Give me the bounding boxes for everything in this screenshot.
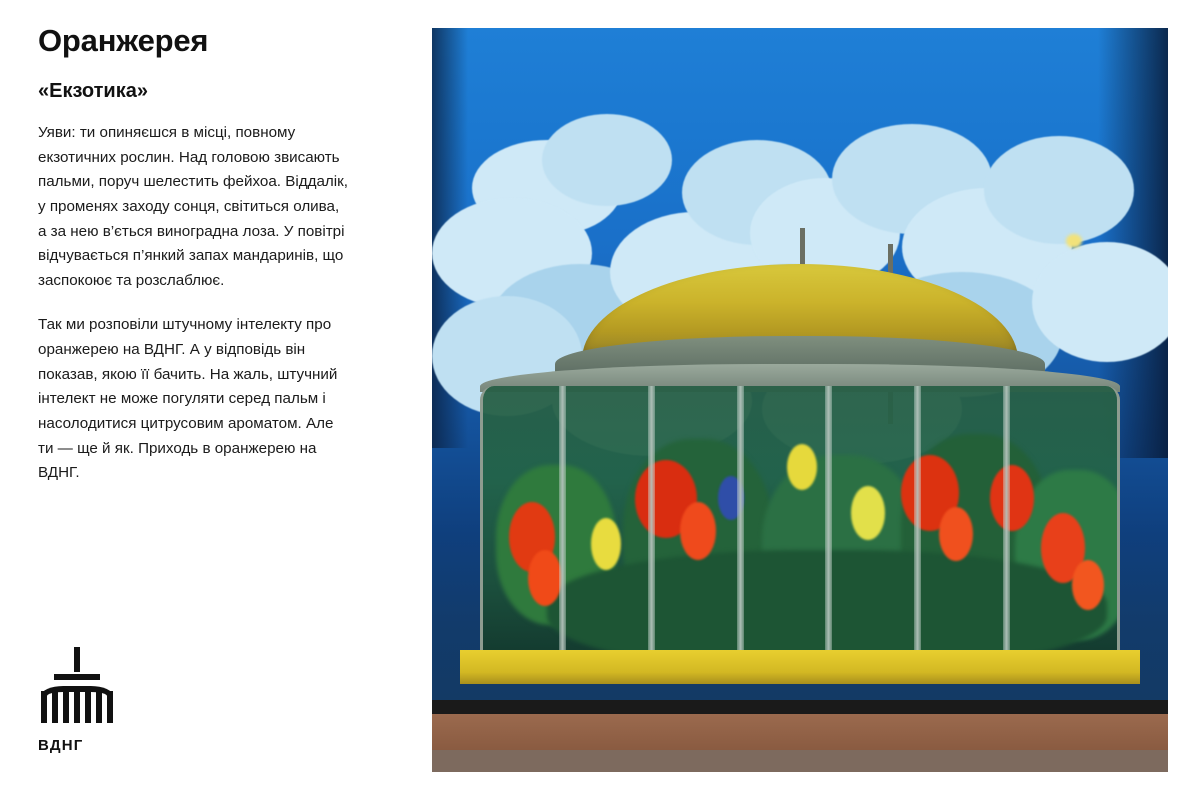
- cloud-shape: [542, 114, 672, 206]
- brand-logo: [30, 647, 150, 754]
- logo-columns-shape: [41, 691, 113, 723]
- greenhouse-structure: [460, 264, 1140, 684]
- greenhouse-yellow-base: [460, 650, 1140, 684]
- logo-caption: ВДНГ: [38, 737, 84, 754]
- body-paragraph-1: Уяви: ти опиняєшся в місці, повному екзотичних рослин. Над головою звисають пальми, поруч шелестить фейхоа. Віддалік, у променях заходу сонця, світиться олива, а за нею в’ється виноградна лоза. У повітрі відчувається п’янкий запах мандаринів, що заспокоює та розслаблює.: [38, 124, 348, 289]
- flower-cluster: [528, 550, 562, 606]
- vdng-logo-icon: [36, 647, 118, 725]
- glass-mullion: [914, 386, 921, 650]
- cloud-shape: [984, 136, 1134, 244]
- ground-dark-strip: [432, 700, 1168, 714]
- page-title: Оранжерея: [38, 23, 209, 58]
- logo-stem-shape: [74, 647, 80, 672]
- logo-cap-shape: [54, 674, 100, 680]
- greenhouse-glass-body: [480, 386, 1119, 650]
- flower-cluster: [680, 502, 716, 560]
- flower-cluster: [990, 465, 1034, 531]
- page-subtitle: «Екзотика»: [38, 80, 148, 103]
- ground-brick-strip: [432, 714, 1168, 750]
- body-paragraph-2: Так ми розповіли штучному інтелекту про оранжерею на ВДНГ. А у відповідь він показав, якою її бачить. На жаль, штучний інтелект не може погуляти серед пальм і насолодитися цитрусовим ароматом. Але ти — ще й як. Приходь в оранжерею на ВДНГ.: [38, 316, 338, 482]
- flower-cluster: [851, 486, 885, 540]
- glass-mullion: [559, 386, 566, 650]
- flower-cluster: [591, 518, 621, 570]
- glass-mullion: [825, 386, 832, 650]
- glass-mullion: [648, 386, 655, 650]
- greenhouse-illustration: [432, 28, 1168, 772]
- glass-mullion: [737, 386, 744, 650]
- glass-mullion: [1003, 386, 1010, 650]
- ground-pavement-strip: [432, 750, 1168, 772]
- sun-glow-icon: [1066, 234, 1082, 248]
